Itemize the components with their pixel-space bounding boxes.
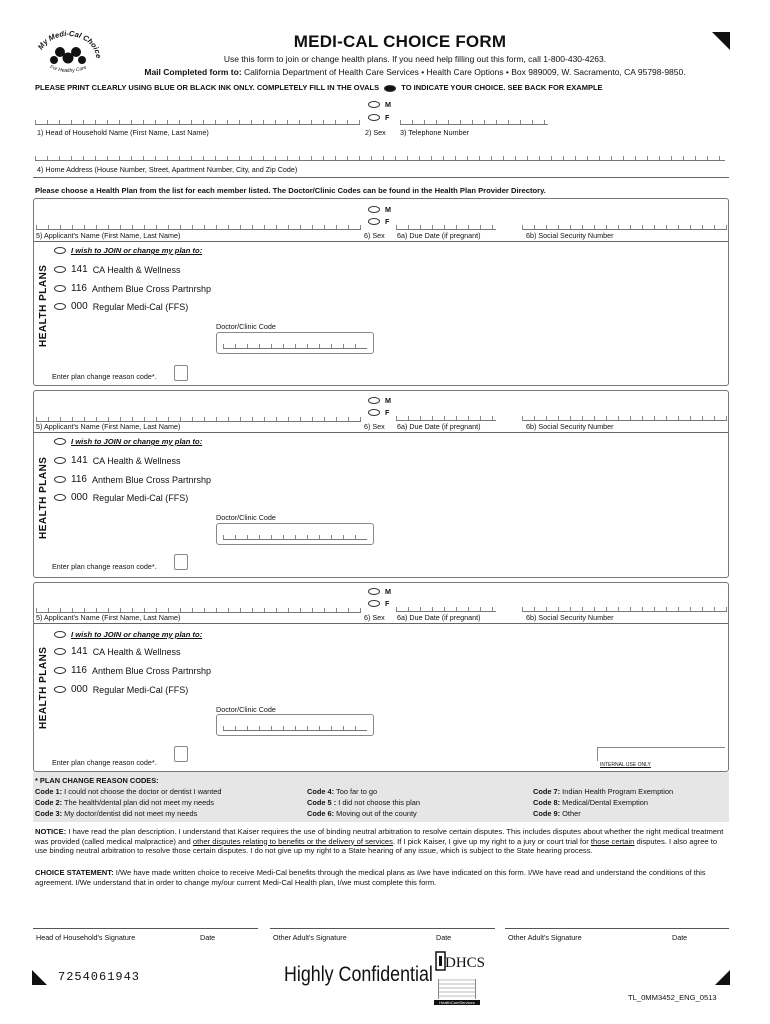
sex-f-oval[interactable] [368,114,380,121]
plan-name: Anthem Blue Cross Partnrshp [91,283,212,294]
applicant-sex-f-option[interactable] [368,408,389,417]
mail-label: Mail Completed form to: [144,67,242,77]
health-plans-side-label: HEALTH PLANS [38,456,49,539]
join-oval[interactable] [54,631,66,638]
home-address-field[interactable] [35,155,725,161]
sex-m-oval[interactable] [368,101,380,108]
telephone-number-field[interactable] [400,119,548,125]
other-adult-signature-line-1[interactable] [270,928,495,929]
plan-code: 116 [71,665,87,676]
applicant-sex-label: 6) Sex [364,422,385,431]
plan-name: Anthem Blue Cross Partnrshp [91,474,212,485]
plan-option-000[interactable] [54,492,188,503]
sex-f-oval[interactable] [368,600,380,607]
document-number: 7254061943 [58,970,141,984]
doctor-code-label: Doctor/Clinic Code [216,513,276,522]
registration-mark-bottom-left [32,970,47,985]
sex-f-label: F [385,599,390,608]
reason-code-label: Enter plan change reason code*. [52,562,157,571]
ssn-field[interactable] [522,606,727,612]
dhcs-logo-subtext: HealthCareServices [434,1000,480,1005]
head-of-household-name-field[interactable] [35,119,360,125]
reason-code-field[interactable] [174,365,188,381]
plan-oval[interactable] [54,457,66,464]
ssn-label: 6b) Social Security Number [526,231,614,240]
applicant-sex-label: 6) Sex [364,613,385,622]
registration-mark-bottom-right [715,970,730,985]
applicant-name-label: 5) Applicant's Name (First Name, Last Name) [36,231,181,240]
ssn-label: 6b) Social Security Number [526,422,614,431]
health-plans-side-label: HEALTH PLANS [38,264,49,347]
home-address-label: 4) Home Address (House Number, Street, Apartment Number, City, and Zip Code) [37,165,298,174]
plan-code: 000 [71,684,88,695]
plan-oval[interactable] [54,285,66,292]
form-id: TL_0MM3452_ENG_0513 [628,993,717,1002]
health-plans-side-label: HEALTH PLANS [38,646,49,729]
applicant-block-1 [33,198,729,386]
reason-code-3: Code 3: My doctor/dentist did not meet my needs [35,809,198,818]
due-date-field[interactable] [396,415,496,421]
plan-name: Anthem Blue Cross Partnrshp [91,665,212,676]
sex-f-label: F [385,408,390,417]
mail-address: California Department of Health Care Services • Health Care Options • Box 989009, W. Sacramento, CA 95798-9850. [244,67,686,77]
print-note-b: TO INDICATE YOUR CHOICE. SEE BACK FOR EXAMPLE [401,83,603,92]
plan-oval[interactable] [54,476,66,483]
notice-label: NOTICE: [35,827,67,836]
sex-m-label: M [385,205,391,214]
date-label: Date [200,933,216,942]
plan-option-116[interactable] [54,283,211,294]
plan-code: 141 [71,455,88,466]
reason-code-9: Code 9: Other [533,809,581,818]
applicant-sex-f-option[interactable] [368,599,389,608]
plan-option-000[interactable] [54,684,188,695]
doctor-code-field[interactable] [216,332,374,354]
plan-option-141[interactable] [54,264,181,275]
sex-f-label: F [385,113,390,122]
plan-name: CA Health & Wellness [92,646,181,657]
plan-option-000[interactable] [54,301,188,312]
choice-label: CHOICE STATEMENT: [35,868,114,877]
date-label: Date [436,933,452,942]
notice-paragraph: NOTICE: I have read the plan description. I understand that Kaiser requires the use of binding neutral arbitration to resolve certain disputes. This includes disputes about whether the right medical treatment was provided (called medical malpractice) and other disputes relating to benefits or the delivery of services. If I pick Kaiser, I give up my right to a jury or court trial for those certain disputes. I also agree to use binding neutral arbitration to resolve those certain disputes. I do not give up my right to a State hearing of any issue, which is subject to the State hearing process. [35,827,724,855]
filled-oval-example-icon [384,85,396,92]
logo-bottom-text: For Healthy Care [48,64,88,75]
plan-option-116[interactable] [54,665,211,676]
dhcs-logo [434,950,486,1005]
divider [34,241,728,242]
sex-m-label: M [385,587,391,596]
ssn-field[interactable] [522,415,727,421]
doctor-code-label: Doctor/Clinic Code [216,705,276,714]
print-note-a: PLEASE PRINT CLEARLY USING BLUE OR BLACK INK ONLY. COMPLETELY FILL IN THE OVALS [35,83,380,92]
doctor-code-field[interactable] [216,714,374,736]
mail-line [0,67,770,77]
plan-name: Regular Medi-Cal (FFS) [92,492,189,503]
reason-code-7: Code 7: Indian Health Program Exemption [533,787,674,796]
divider [33,177,729,178]
plan-option-141[interactable] [54,455,181,466]
hoh-signature-label: Head of Household's Signature [36,933,136,942]
applicant-sex-m-option[interactable] [368,396,391,405]
plan-instruction: Please choose a Health Plan from the list for each member listed. The Doctor/Clinic Codes can be found in the Health Plan Provider Directory. [35,186,546,195]
reason-code-field[interactable] [174,746,188,762]
help-line: Use this form to join or change health plans. If you need help filling out this form, call 1-800-430-4263. [223,54,607,64]
sex-m-label: M [385,396,391,405]
plan-oval[interactable] [54,303,66,310]
applicant-name-label: 5) Applicant's Name (First Name, Last Name) [36,422,181,431]
plan-name: Regular Medi-Cal (FFS) [92,684,189,695]
sex-f-oval[interactable] [368,218,380,225]
sex-m-oval[interactable] [368,206,380,213]
reason-code-label: Enter plan change reason code*. [52,372,157,381]
plan-code: 116 [71,474,87,485]
plan-code: 141 [71,264,88,275]
sex-m-oval[interactable] [368,588,380,595]
telephone-label: 3) Telephone Number [400,128,469,137]
reason-code-2: Code 2: The health/dental plan did not meet my needs [35,798,214,807]
highly-confidential-mark: Highly Confidential [284,963,433,986]
divider [34,623,728,624]
internal-use-box [597,747,725,761]
plan-code: 116 [71,283,87,294]
join-plan-option[interactable] [54,630,202,639]
sex-m-oval[interactable] [368,397,380,404]
applicant-name-label: 5) Applicant's Name (First Name, Last Name) [36,613,181,622]
hoh-sex-m-option[interactable] [368,100,391,109]
plan-oval[interactable] [54,266,66,273]
dhcs-logo-graphic [438,979,476,999]
hoh-sex-label: 2) Sex [365,128,386,137]
plan-option-116[interactable] [54,474,211,485]
reason-code-5: Code 5 : I did not choose this plan [307,798,420,807]
due-date-label: 6a) Due Date (if pregnant) [397,422,481,431]
form-title: MEDI-CAL CHOICE FORM [293,32,507,51]
print-instructions [35,83,603,92]
other-adult-signature-line-2[interactable] [505,928,729,929]
plan-name: CA Health & Wellness [92,264,181,275]
plan-code: 000 [71,301,88,312]
join-oval[interactable] [54,438,66,445]
applicant-block-2 [33,390,729,578]
join-plan-option[interactable] [54,437,202,446]
ssn-label: 6b) Social Security Number [526,613,614,622]
sex-m-label: M [385,100,391,109]
date-label: Date [672,933,688,942]
due-date-label: 6a) Due Date (if pregnant) [397,231,481,240]
dhcs-logo-text: DHCS [445,955,486,971]
applicant-sex-m-option[interactable] [368,587,391,596]
plan-option-141[interactable] [54,646,181,657]
logo-top-text: My Medi-Cal Choice [35,28,104,59]
applicant-sex-m-option[interactable] [368,205,391,214]
hoh-name-label: 1) Head of Household Name (First Name, Last Name) [37,128,209,137]
plan-name: Regular Medi-Cal (FFS) [92,301,189,312]
applicant-sex-f-option[interactable] [368,217,389,226]
sex-f-oval[interactable] [368,409,380,416]
applicant-block-3 [33,582,729,772]
plan-oval[interactable] [54,494,66,501]
plan-oval[interactable] [54,667,66,674]
join-oval[interactable] [54,247,66,254]
applicant-name-field[interactable] [36,224,361,230]
sex-f-label: F [385,217,390,226]
join-label: I wish to JOIN or change my plan to: [71,246,203,255]
due-date-field[interactable] [396,224,496,230]
join-label: I wish to JOIN or change my plan to: [71,630,203,639]
reason-code-8: Code 8: Medical/Dental Exemption [533,798,649,807]
reason-codes-panel [33,772,729,822]
plan-code: 141 [71,646,88,657]
reason-code-4: Code 4: Too far to go [307,787,378,796]
plan-name: CA Health & Wellness [92,455,181,466]
hoh-signature-line[interactable] [33,928,258,929]
reason-code-6: Code 6: Moving out of the county [307,809,417,818]
internal-use-label: INTERNAL USE ONLY [600,762,651,768]
hoh-sex-f-option[interactable] [368,113,389,122]
plan-oval[interactable] [54,648,66,655]
reason-code-1: Code 1: I could not choose the doctor or dentist I wanted [35,787,222,796]
plan-oval[interactable] [54,686,66,693]
other-adult-signature-label-1: Other Adult's Signature [273,933,347,942]
plan-code: 000 [71,492,88,503]
reason-code-field[interactable] [174,554,188,570]
other-adult-signature-label-2: Other Adult's Signature [508,933,582,942]
due-date-label: 6a) Due Date (if pregnant) [397,613,481,622]
join-label: I wish to JOIN or change my plan to: [71,437,203,446]
reason-code-label: Enter plan change reason code*. [52,758,157,767]
due-date-field[interactable] [396,606,496,612]
divider [34,432,728,433]
ssn-field[interactable] [522,224,727,230]
join-plan-option[interactable] [54,246,202,255]
applicant-sex-label: 6) Sex [364,231,385,240]
doctor-code-field[interactable] [216,523,374,545]
doctor-code-label: Doctor/Clinic Code [216,322,276,331]
choice-statement: CHOICE STATEMENT: I/We have made written choice to receive Medi-Cal benefits through the medical plans as I/we have indicated on this form. I/We have read and understand the conditions of this agreement. I/We understand that in order to change my/our current Medi-Cal Health plan, I/we must complete this form. [35,868,706,887]
reason-codes-title: * PLAN CHANGE REASON CODES: [35,776,159,785]
